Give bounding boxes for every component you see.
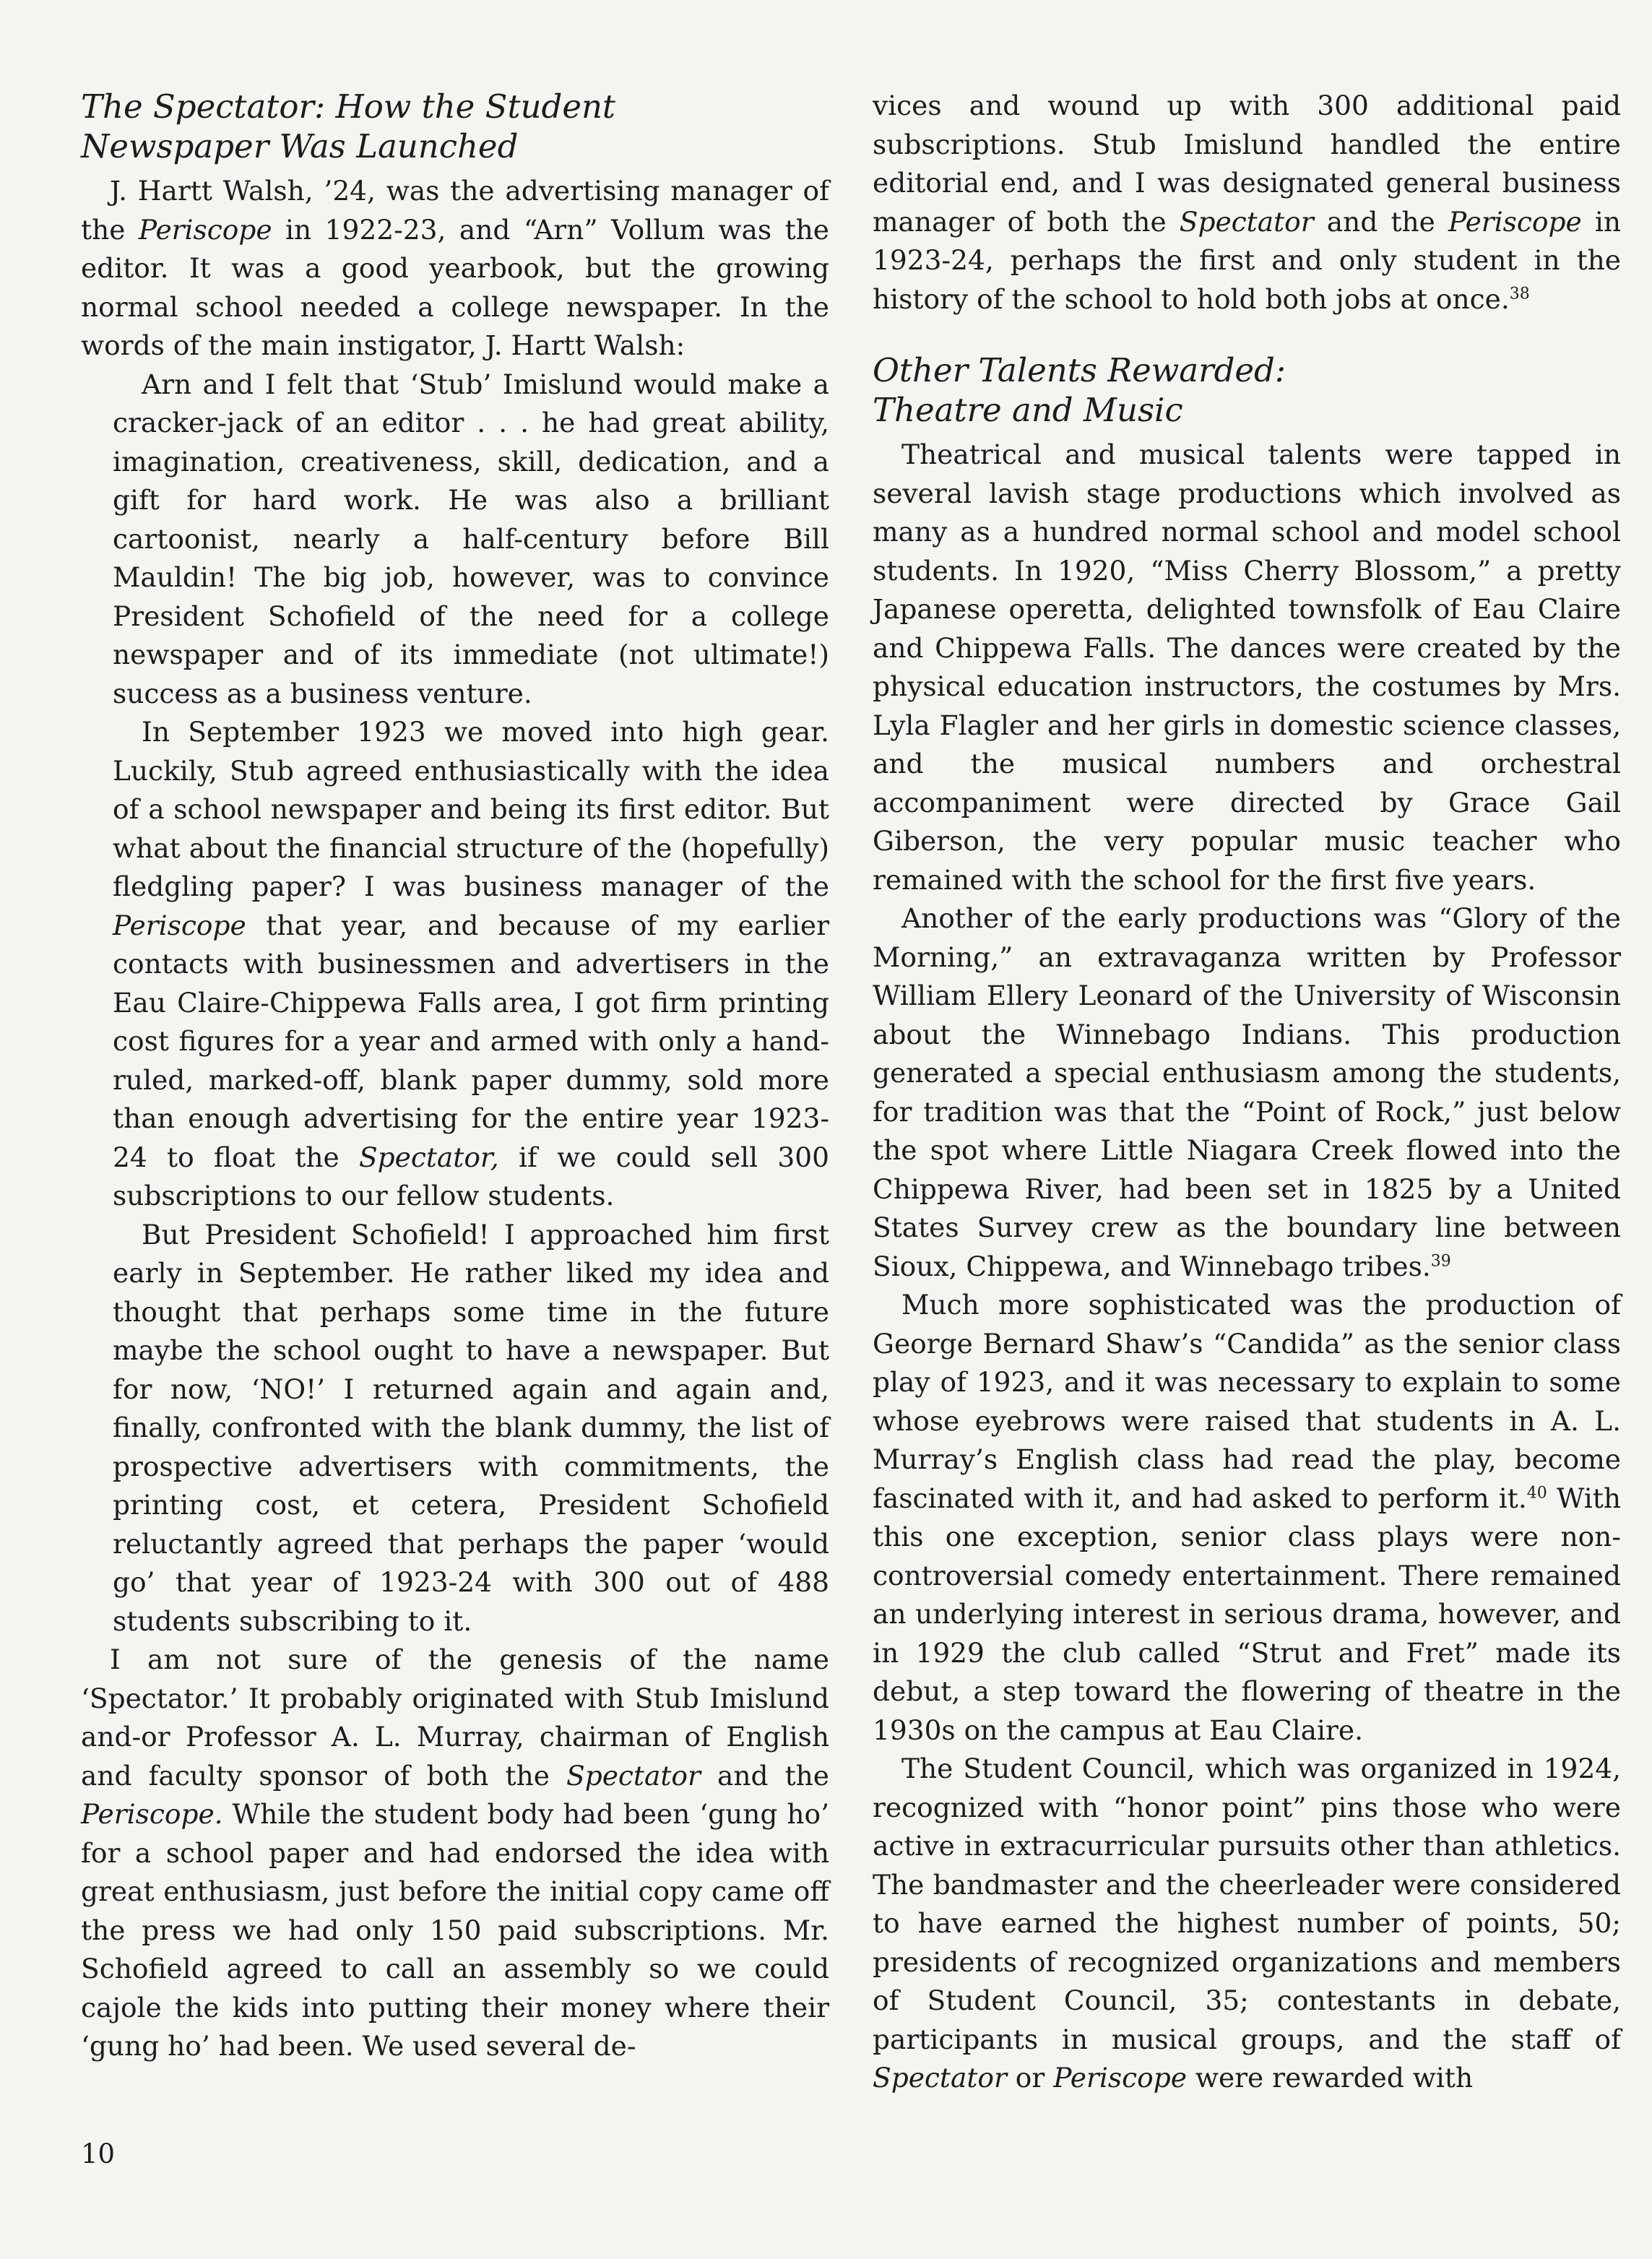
section-heading-theatre xyxy=(873,350,1621,430)
text-run: In September 1923 we moved into high gear. Luckily, Stub agreed enthusiastically with the idea of a school newspaper and being its first editor. But what about the financial structure of the (hopefully) fledgling paper? I was business manager of the xyxy=(113,716,829,902)
footnote-ref: 38 xyxy=(1509,285,1530,303)
block-quote xyxy=(81,366,829,1641)
italic-title: Periscope xyxy=(1448,205,1582,238)
text-run: While the student body had been ‘gung ho’ for a school paper and had endorsed the idea with great enthusiasm, just before the initial copy came off the press we had only 150 paid subscriptions. Mr. Schofield agreed to call an assembly so we could cajole the kids into putting their money where their ‘gung ho’ had been. We used several de- xyxy=(81,1798,829,2062)
right-column xyxy=(873,87,1621,2098)
text-run: in 1923-24, perhaps the first and only student in the history of the school to hold both jobs at once. xyxy=(873,205,1621,315)
text-run: and the xyxy=(1313,205,1449,238)
italic-title: Spectator xyxy=(566,1759,701,1792)
quote-paragraph: Arn and I felt that ‘Stub’ Imislund would make a cracker-jack of an editor . . . he had great ability, imagination, creativeness, skill, dedication, and a gift for hard work. He was also a brilliant cartoonist, nearly a half-century before Bill Mauldin! The big job, however, was to convince President Schofield of the need for a college newspaper and of its immediate (not ultimate!) success as a business venture. xyxy=(113,368,829,709)
left-column xyxy=(81,87,829,2066)
italic-title: Spectator, xyxy=(358,1141,499,1173)
heading-line: Theatre and Music xyxy=(873,391,1183,429)
text-run: and the xyxy=(700,1759,829,1792)
italic-title: Periscope xyxy=(138,213,272,246)
text-run: that year, and because of my earlier contacts with businessmen and advertisers in the Eau Claire-Chippewa Falls area, I got firm printing cost figures for a year and armed with only a hand-ruled, marked-off, blank paper dummy, sold more than enough advertising for the entire year 1923-24 to float the xyxy=(113,909,829,1173)
text-run: were rewarded with xyxy=(1186,2062,1474,2094)
italic-title: Periscope xyxy=(1053,2062,1187,2094)
section-heading-spectator xyxy=(81,87,829,166)
text-run: vices and wound up with 300 additional paid subscriptions. Stub Imislund handled the entire editorial end, and I was designated general business manager of both the xyxy=(873,90,1621,238)
page-number: 10 xyxy=(81,2138,116,2169)
footnote-ref: 39 xyxy=(1430,1252,1451,1270)
italic-title: Periscope. xyxy=(81,1798,223,1830)
italic-title: Spectator xyxy=(873,2062,1007,2094)
paragraph xyxy=(81,172,829,366)
heading-line: The Spectator: How the Student xyxy=(81,87,616,126)
text-run: or xyxy=(1006,2062,1054,2094)
quote-paragraph: But President Schofield! I approached him first early in September. He rather liked my idea and thought that perhaps some time in the future maybe the school ought to have a newspaper. But for now, ‘NO!’ I returned again and again and, finally, confronted with the blank dummy, the list of prospective advertisers with commitments, the printing cost, et cetera, President Schofield reluctantly agreed that perhaps the paper ‘would go’ that year of 1923-24 with 300 out of 488 students subscribing to it. xyxy=(113,1218,829,1637)
text-run: if we could sell 300 subscriptions to our fellow students. xyxy=(113,1141,829,1211)
heading-line: Other Talents Rewarded: xyxy=(873,351,1286,389)
heading-line: Newspaper Was Launched xyxy=(81,127,519,165)
paragraph xyxy=(873,899,1621,1286)
italic-title: Periscope xyxy=(113,909,246,941)
footnote-ref: 40 xyxy=(1526,1484,1547,1502)
italic-title: Spectator xyxy=(1179,205,1314,238)
section-spacer xyxy=(873,319,1621,350)
text-run: in 1922-23, and “Arn” Vollum was the editor. It was a good yearbook, but the growing normal school needed a college newspaper. In the words of the main instigator, J. Hartt Walsh: xyxy=(81,213,829,361)
paragraph-continued xyxy=(873,87,1621,319)
paragraph xyxy=(81,1641,829,2066)
text-run: Much more sophisticated was the production of George Bernard Shaw’s “Candida” as the senior class play of 1923, and it was necessary to explain to some whose eyebrows were raised that students in A. L. Murray’s English class had read the play, become fascinated with it, and had asked to perform it. xyxy=(873,1289,1621,1514)
text-run: I am not sure of the genesis of the name ‘Spectator.’ It probably originated with Stub Imislund and-or Professor A. L. Murray, chairman of English and faculty sponsor of both the xyxy=(81,1644,829,1792)
text-run: The Student Council, which was organized in 1924, recognized with “honor point” pins those who were active in extracurricular pursuits other than athletics. The bandmaster and the cheerleader were considered to have earned the highest number of points, 50; presidents of recognized organizations and members of Student Council, 35; contestants in debate, participants in musical groups, and the staff of xyxy=(873,1753,1621,2055)
quote-paragraph xyxy=(113,713,829,1216)
text-run: Another of the early productions was “Glory of the Morning,” an extravaganza written by Professor William Ellery Leonard of the University of Wisconsin about the Winnebago Indians. This production generated a special enthusiasm among the students, for tradition was that the “Point of Rock,” just below the spot where Little Niagara Creek flowed into the Chippewa River, had been set in 1825 by a United States Survey crew as the boundary line between Sioux, Chippewa, and Winnebago tribes. xyxy=(873,902,1621,1282)
text-run: With this one exception, senior class plays were non-controversial comedy entertainment. There remained an underlying interest in serious drama, however, and in 1929 the club called “Strut and Fret” made its debut, a step toward the flowering of theatre in the 1930s on the campus at Eau Claire. xyxy=(873,1482,1622,1746)
text-run: J. Hartt Walsh, ’24, was the advertising manager of the xyxy=(81,175,829,246)
paragraph: Theatrical and musical talents were tapped in several lavish stage productions which involved as many as a hundred normal school and model school students. In 1920, “Miss Cherry Blossom,” a pretty Japanese operetta, delighted townsfolk of Eau Claire and Chippewa Falls. The dances were created by the physical education instructors, the costumes by Mrs. Lyla Flagler and her girls in domestic science classes, and the musical numbers and orchestral accompaniment were directed by Grace Gail Giberson, the very popular music teacher who remained with the school for the first five years. xyxy=(873,439,1621,896)
paragraph xyxy=(873,1750,1621,2098)
paragraph xyxy=(873,1286,1621,1750)
